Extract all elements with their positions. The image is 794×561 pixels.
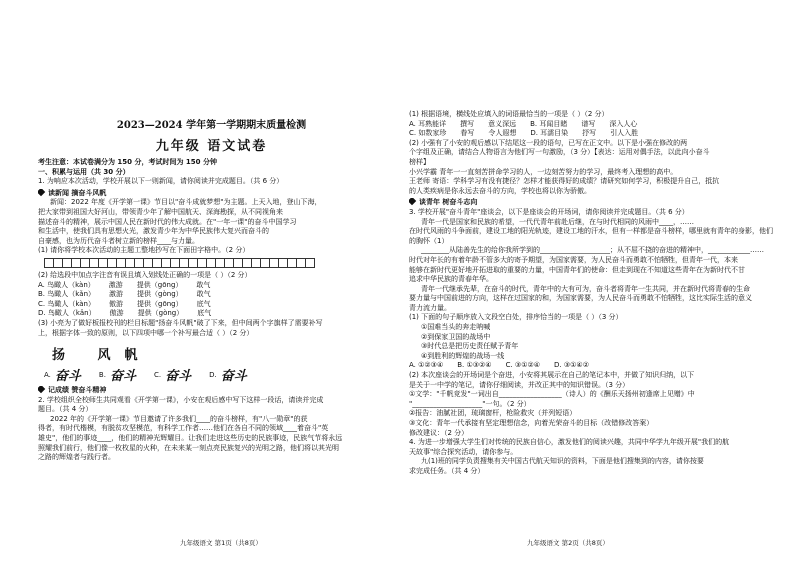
order-option: B. ①③②④ bbox=[457, 361, 492, 370]
option-row bbox=[38, 300, 385, 310]
news-line: 把大家带到祖国大好河山，带领青少年了解中国航天、深海勘探，从不同视角来 bbox=[38, 207, 283, 216]
passage-line: 雄史"，他们的事迹____，他们的精神光辉耀目。让我们走进这些历史的民族事迹，民族气节将永远 bbox=[38, 434, 343, 443]
option-cell: 底气 bbox=[196, 299, 211, 308]
option-row bbox=[409, 129, 774, 139]
option-label: D. bbox=[209, 370, 217, 379]
option-cell: A. 耳熟能详 bbox=[409, 119, 447, 128]
option-cell: 令人遐想 bbox=[488, 129, 517, 138]
question-line: 的人类疾病是你永远去奋斗的方向，学校也将以你为骄傲。 bbox=[409, 186, 591, 195]
option-cell: 深入人心 bbox=[609, 119, 638, 128]
writing-grid[interactable] bbox=[44, 258, 385, 268]
option-label: A. bbox=[44, 370, 51, 379]
word-options bbox=[409, 120, 774, 139]
question-line: 4. 为进一步增强大学生们对传统的民族自信心，激发他们的阅读兴趣，共同中华学九年级开展"我们的航 bbox=[409, 438, 730, 447]
question-line: 修改建议：（2 分） bbox=[409, 428, 469, 437]
question-line: (2) 本次座谈会的开场词是个奋进，小安将其展示在自己的笔记本中，并做了知识归纳，以下 bbox=[409, 371, 695, 380]
passage-line: 青力流力量。 bbox=[409, 303, 451, 312]
passage-line: 追求中华民族的青春年华。 bbox=[409, 275, 493, 284]
news-line: 自豪感，也为历代奋斗者树立新的榜样____与力量。 bbox=[38, 236, 199, 245]
passage-line: ________从陆善先生的给你我所学到的____________________；从不屈不挠的奋进的精神中，____________…… bbox=[421, 246, 764, 255]
passage-line: 能够在新时代更好地开拓进取的重要的力量，中国青年们的使命：但走到现在不知道这些青年在为新时代不甘 bbox=[409, 265, 745, 274]
question-line: 个字组及正确，请结合人物语言为他们写一句激励，（3 分）【表达：运用对偶手法，以此向小奋斗 bbox=[409, 148, 710, 157]
section-title: 读新闻 摘奋斗风帆 bbox=[48, 188, 107, 197]
calligraphy-sample: 奋斗 bbox=[220, 369, 247, 385]
option-row bbox=[38, 281, 385, 291]
news-line: 描述奋斗的精神，展示中国人民在新时代的伟大成就。在"一年一课"的奋斗中国学习 bbox=[38, 217, 297, 226]
option-cell: B. 耳闻目睹 bbox=[530, 119, 568, 128]
option-cell: 抒写 bbox=[582, 129, 597, 138]
section-heading-3 bbox=[409, 198, 774, 208]
section-title: 记成绩 赞奋斗精神 bbox=[48, 386, 107, 395]
passage-line: 要力量与中国前进的方向，这样在过国家的和，为国家需要，为人民奋斗而勇敢不怕牺牲，这比实际生活的意义 bbox=[409, 294, 752, 303]
option-cell: C. 如数家珍 bbox=[409, 129, 447, 138]
question-4: 题目。（共 4 分） bbox=[38, 405, 93, 414]
news-line: 新闻：2022 年度《开学第一课》节目以"奋斗成就梦想"为主题。上天入地，登山下海， bbox=[50, 198, 322, 207]
option-cell: B. 鸟瞰人（kǎn） bbox=[38, 290, 96, 299]
option-cell: A. 鸟瞰人（kàn） bbox=[38, 280, 95, 289]
calligraphy-sample: 奋斗 bbox=[54, 369, 81, 385]
question-r1: (1) 根据语境，横线处应填入的词语最恰当的一项是（ ）（2 分） bbox=[409, 110, 609, 118]
question-line: 王老师 寄语：学科学习有没有捷径？怎样才能获得好的成绩？请研究如何学习，积极提升自己，抵抗 bbox=[409, 177, 720, 186]
question-line: 3. 学校开展"奋斗青年"座谈会，以下是座谈会的开场词，请你阅读并完成题目。（共 6 分） bbox=[409, 207, 689, 216]
passage-line: 2022 年的《开学第一课》节目邀请了许多我们____的奋斗榜样，有"八一勋章"的获 bbox=[50, 414, 308, 423]
question-line: 小兴学霸 青年一一直刻苦拼命学习的人，一边刻苦努力的学习，最终考入理想的高中。 bbox=[409, 167, 678, 176]
exam-notice: 考生注意：本试卷满分为 150 分，考试时间为 150 分钟 bbox=[38, 158, 217, 166]
order-option: A. ①②③④ bbox=[409, 361, 444, 370]
question-2: (2) 给选段中加点字注音有误且填入划线处正确的一项是（ ）（2 分） bbox=[38, 270, 252, 279]
question-line: 天故事"综合探究活动，请你参与。 bbox=[409, 447, 518, 456]
option-cell: 眷写 bbox=[460, 129, 475, 138]
option-cell: C. 鸟瞰人（kàn） bbox=[38, 299, 95, 308]
sentence-item: ②到保家卫国的战场中 bbox=[421, 332, 491, 341]
diamond-icon bbox=[409, 198, 416, 205]
calligraphy-options bbox=[44, 365, 385, 384]
passage-line: 青年一代继承先辈，在奋斗的时代，青年中的大有可为，奋斗者将青年一生共同，并在新时代将青春的生命 bbox=[421, 284, 750, 293]
option-cell: 激游 bbox=[109, 290, 124, 299]
option-cell: D. 鸟瞰人（kǎn） bbox=[38, 309, 96, 318]
option-cell: 激游 bbox=[108, 280, 123, 289]
sentence-item: ④到胜利的辉煌的战场一线 bbox=[421, 351, 505, 360]
question-2-options bbox=[38, 281, 385, 319]
option-cell: 敢气 bbox=[196, 290, 211, 299]
passage-line: 照耀我们前行，他们像一枚枚星的火种，在未来某一刻点亮民族复兴的光明之路，他们将以其光明 bbox=[38, 443, 339, 452]
sentence-list bbox=[409, 323, 774, 361]
question-line: (1) 下面的句子顺序放入文段空白处，排序恰当的一项是（ ）（3 分） bbox=[409, 313, 623, 322]
passage-line: 之路的辉煌者与践行者。 bbox=[38, 453, 115, 462]
passage-line: 在时代风雨的斗争面前，建设工地的阳光轨迹，建设工地的汗水，但有一样都是奋斗榜样，哪里就有青年的身影，他们 bbox=[409, 227, 773, 236]
right-page bbox=[397, 0, 794, 561]
order-option: D. ③①④② bbox=[554, 361, 589, 370]
question-line: 是关于一中学的笔记，请你仔细阅读，并改正其中的知识错误。（3 分） bbox=[409, 380, 630, 389]
option-cell: 谱写 bbox=[581, 119, 596, 128]
option-cell: 提供（gōng） bbox=[136, 280, 183, 289]
order-options bbox=[409, 361, 774, 371]
question-line: 求完成任务。（共 4 分） bbox=[409, 466, 485, 475]
option-label: C. bbox=[153, 370, 162, 379]
option-cell: 底气 bbox=[197, 309, 212, 318]
sentence-item: ③时代总是把历史责任赋予青年 bbox=[421, 342, 519, 351]
option-cell: 意义深远 bbox=[488, 119, 517, 128]
diamond-icon bbox=[38, 189, 45, 196]
option-cell: 提供（gòng） bbox=[137, 309, 184, 318]
diamond-icon bbox=[38, 386, 45, 393]
option-cell: 敢气 bbox=[196, 280, 211, 289]
option-cell: 傲游 bbox=[109, 309, 124, 318]
page-footer: 九年级语文 第2页（共8页） bbox=[527, 539, 609, 547]
question-line: 榜样】 bbox=[409, 157, 430, 166]
question-3: 上，根据字体一致的原则，以下四项中哪一个补写最合适（ ）（2 分） bbox=[38, 328, 254, 337]
option-row bbox=[38, 290, 385, 300]
question-3: (3) 小亮为了做好板报校刊的栏目标题"扬奋斗风帆"破了下来，但中间两个字旗样了需要补写 bbox=[38, 318, 323, 327]
passage-line: 时代对年长的有着年龄不管多大的寄予期望，为国家需要，为人民奋斗而勇敢不怕牺牲，但青年一代，本来 bbox=[409, 255, 738, 264]
question-line: ③文化：青年一代承接有坚定理想信念，向着光荣奋斗的目标（改错修改答案） bbox=[409, 419, 654, 427]
question-line: ②报告：油腻社团，琉璃窗杆，枪险救灾（并列短语） bbox=[409, 409, 577, 418]
option-cell: 提供（gòng） bbox=[137, 290, 183, 299]
calligraphy-title: 扬 风帆 bbox=[52, 348, 152, 364]
option-cell: 撰写 bbox=[460, 119, 475, 128]
calligraphy-sample: 奋斗 bbox=[109, 369, 136, 385]
question-line: (2) 小强有了小安的观后感以下结尾这一段的语句，已写在正文中。以下是小强在修改的两 bbox=[409, 138, 688, 147]
exam-title: 2023—2024 学年第一学期期末质量检测 bbox=[116, 120, 307, 131]
question-1: (1) 请你将学校本次活动的主题工整地抄写在下面田字格中。（2 分） bbox=[38, 246, 250, 255]
option-label: B. bbox=[98, 370, 106, 379]
section-heading-2 bbox=[38, 386, 385, 396]
section-title: 谈青年 树奋斗志向 bbox=[419, 198, 478, 207]
calligraphy-sample: 奋斗 bbox=[165, 369, 192, 385]
option-cell: 提供（gōng） bbox=[137, 299, 183, 308]
sentence-item: ①国难当头的奔走呐喊 bbox=[421, 323, 491, 332]
news-line: 和生活中，使我们具有思想火光，激发青少年为中华民族伟大复兴而奋斗的 bbox=[38, 227, 269, 236]
option-cell: D. 耳濡目染 bbox=[530, 129, 569, 138]
question-line: ①文学："千帆竞发"一词出自__________________（诗人）的《酬乐天扬州初逢席上见赠》中 bbox=[409, 390, 695, 399]
page-footer: 九年级语文 第1页（共8页） bbox=[180, 539, 262, 547]
order-option: C. ③①②④ bbox=[505, 361, 541, 370]
question-line: 九(1)班的同学负责搜集有关中国古代航天知识的资料，下面是他们搜集到的内容，请你按要 bbox=[421, 457, 704, 466]
passage-line: 的胸怀（1） bbox=[409, 236, 449, 245]
question-intro: 1. 为响应本次活动，学校开展以下一则新闻，请你阅读并完成题目。（共 6 分） bbox=[38, 177, 284, 186]
option-cell: 引人入胜 bbox=[610, 129, 639, 138]
option-row bbox=[409, 120, 774, 130]
passage-line: 青年一代是国家和民族的希望，一代代青年前赴后继，在与时代相同的风雨中____，…… bbox=[421, 217, 694, 226]
part-heading: 一、积累与运用（共 30 分） bbox=[38, 167, 130, 176]
question-line: "____________________"一句。（2 分） bbox=[409, 399, 531, 408]
option-cell: 傲游 bbox=[109, 299, 123, 308]
exam-subtitle: 九年级 语文试卷 bbox=[155, 139, 268, 154]
passage-line: 得者，有时代楷模，有脱贫攻坚模范，有科学工作者……他们在各自不同的领域____着奋斗"英 bbox=[38, 424, 329, 433]
question-4: 2. 学校组织全校师生共同观看《开学第一课》，小安在观后感中写下这样一段话，请读并完成 bbox=[38, 395, 324, 404]
section-heading-1 bbox=[38, 189, 385, 199]
option-row bbox=[38, 309, 385, 319]
